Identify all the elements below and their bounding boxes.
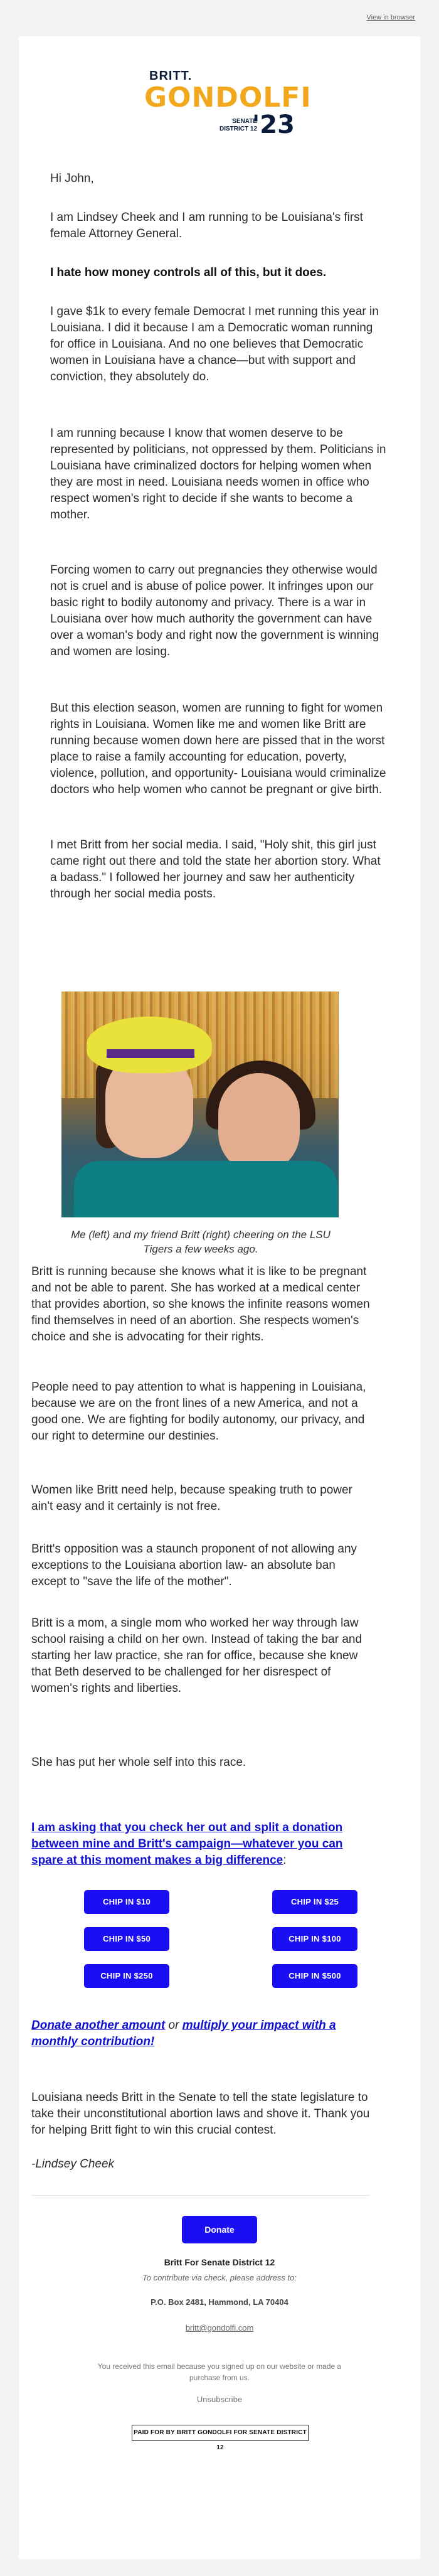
paragraph-attention: People need to pay attention to what is happening in Louisiana, because we are on the front lines of a new America, and not a good one. We are fighting for bodily autonomy, our privacy, and our right to determine our destinies.	[31, 1381, 366, 1443]
chip-in-100-button[interactable]: CHIP IN $100	[272, 1927, 357, 1951]
lsu-game-photo	[61, 991, 339, 1217]
footer-notice-line2: purchase from us.	[189, 2373, 250, 2382]
top-bar	[0, 0, 439, 28]
paragraph-britt-running: Britt is running because she knows what it is like to be pregnant and not be able to parent. She has worked at a medical center that provides abortion, so she knows the infinite reasons women find themselves in need of an abortion. She respects women's choice and she is advocating for their rights.	[31, 1265, 370, 1344]
paragraph-intro: I am Lindsey Cheek and I am running to be Louisiana's first female Attorney General.	[50, 211, 363, 240]
footer-organization: Britt For Senate District 12	[164, 2257, 275, 2267]
paragraph-election: But this election season, women are running to fight for women rights in Louisiana. Women like me and women like Britt are running because women down here are pissed that in the worst place to raise a family accounting for education, poverty, violence, pollution, and opportunity- Louisiana would criminalize doctors who help women who cannot be pregnant or give birth.	[50, 702, 386, 796]
monthly-contribution-link[interactable]: multiply your impact with a monthly contribution!	[31, 2019, 336, 2048]
teal-shirts	[74, 1161, 337, 1217]
paragraph-need-help: Women like Britt need help, because speaking truth to power ain't easy and it certainly is not free.	[31, 1483, 352, 1513]
logo-district	[220, 118, 257, 133]
signoff: -Lindsey Cheek	[31, 2157, 115, 2171]
paragraph-whole-self: She has put her whole self into this race.	[31, 1756, 246, 1769]
paragraph-forcing: Forcing women to carry out pregnancies they otherwise would not is cruel and is abuse of police power. It infringes upon our basic right to bodily autonomy and privacy. There is a war in Louisiana over how much authority the government can have over a woman's body and right now the government is winning and women are losing.	[50, 564, 379, 658]
donate-another-amount-link[interactable]: Donate another amount	[31, 2019, 166, 2032]
chip-in-25-button[interactable]: CHIP IN $25	[272, 1890, 357, 1914]
chip-in-10-button[interactable]: CHIP IN $10	[84, 1890, 169, 1914]
donation-ask-colon: :	[283, 1854, 287, 1867]
paragraph-opposition: Britt's opposition was a staunch proponent of not allowing any exceptions to the Louisiana abortion law- an absolute ban except to "save the life of the mother".	[31, 1542, 357, 1588]
footer-email-link[interactable]: britt@gondolfi.com	[185, 2323, 254, 2333]
paragraph-met-britt: I met Britt from her social media. I said, "Holy shit, this girl just came right out there and told the state her abortion story. What a badass." I followed her journey and saw her authenticity through her social media posts.	[50, 838, 381, 901]
footer-contribute-note: To contribute via check, please address to:	[142, 2273, 297, 2282]
unsubscribe-link[interactable]: Unsubscribe	[196, 2395, 243, 2404]
yellow-hat	[87, 1017, 212, 1073]
chip-in-500-button[interactable]: CHIP IN $500	[272, 1964, 357, 1988]
paragraph-running: I am running because I know that women deserve to be represented by politicians, not oppressed by them. Politicians in Louisiana have criminalized doctors for helping women when they are most in need. Louisiana needs women in office who respect women's right to decide if she wants to become a mother.	[50, 427, 386, 521]
paid-for-disclaimer: PAID FOR BY BRITT GONDOLFI FOR SENATE DISTRICT 12	[132, 2425, 309, 2441]
logo-first-name: BRITT.	[149, 69, 193, 83]
campaign-logo	[19, 69, 420, 138]
logo-district-number: DISTRICT 12	[220, 126, 258, 132]
donation-ask	[31, 1820, 373, 1869]
view-in-browser-link[interactable]: View in browser	[366, 14, 415, 21]
logo-senate: SENATE	[232, 118, 258, 125]
chip-in-50-button[interactable]: CHIP IN $50	[84, 1927, 169, 1951]
footer-address: P.O. Box 2481, Hammond, LA 70404	[151, 2297, 288, 2307]
or-text: or	[165, 2019, 182, 2032]
paragraph-donated: I gave $1k to every female Democrat I met running this year in Louisiana. I did it because I am a Democratic woman running for office in Louisiana. And no one believes that Democratic women in Louisiana have a chance—but with support and conviction, they absolutely do.	[50, 305, 379, 383]
logo-last-name: GONDOLFI	[144, 82, 312, 114]
footer-notice	[0, 2361, 439, 2383]
greeting: Hi John,	[50, 172, 94, 185]
paragraph-money: I hate how money controls all of this, but it does.	[50, 266, 327, 279]
donate-options-line	[31, 2018, 370, 2050]
donation-ask-link[interactable]: I am asking that you check her out and split a donation between mine and Britt's campaign—whatever you can spare at this moment makes a big difference	[31, 1821, 343, 1867]
face-right	[218, 1073, 300, 1173]
divider	[31, 2195, 370, 2196]
logo-year: '23	[252, 110, 295, 139]
chip-in-250-button[interactable]: CHIP IN $250	[84, 1964, 169, 1988]
paragraph-closing: Louisiana needs Britt in the Senate to tell the state legislature to take their unconstitutional abortion laws and shove it. Thank you for helping Britt fight to win this crucial contest.	[31, 2091, 370, 2137]
donate-button[interactable]: Donate	[182, 2216, 257, 2243]
paragraph-single-mom: Britt is a mom, a single mom who worked her way through law school raising a child on her own. Instead of taking the bar and starting her law practice, she ran for office, because she knew that Beth deserved to be challenged for her disrespect of women's rights and liberties.	[31, 1617, 362, 1695]
hat-band	[107, 1049, 194, 1058]
footer-notice-line1: You received this email because you signed up on our website or made a	[97, 2362, 342, 2371]
photo-caption: Me (left) and my friend Britt (right) cheering on the LSU Tigers a few weeks ago.	[71, 1229, 331, 1255]
